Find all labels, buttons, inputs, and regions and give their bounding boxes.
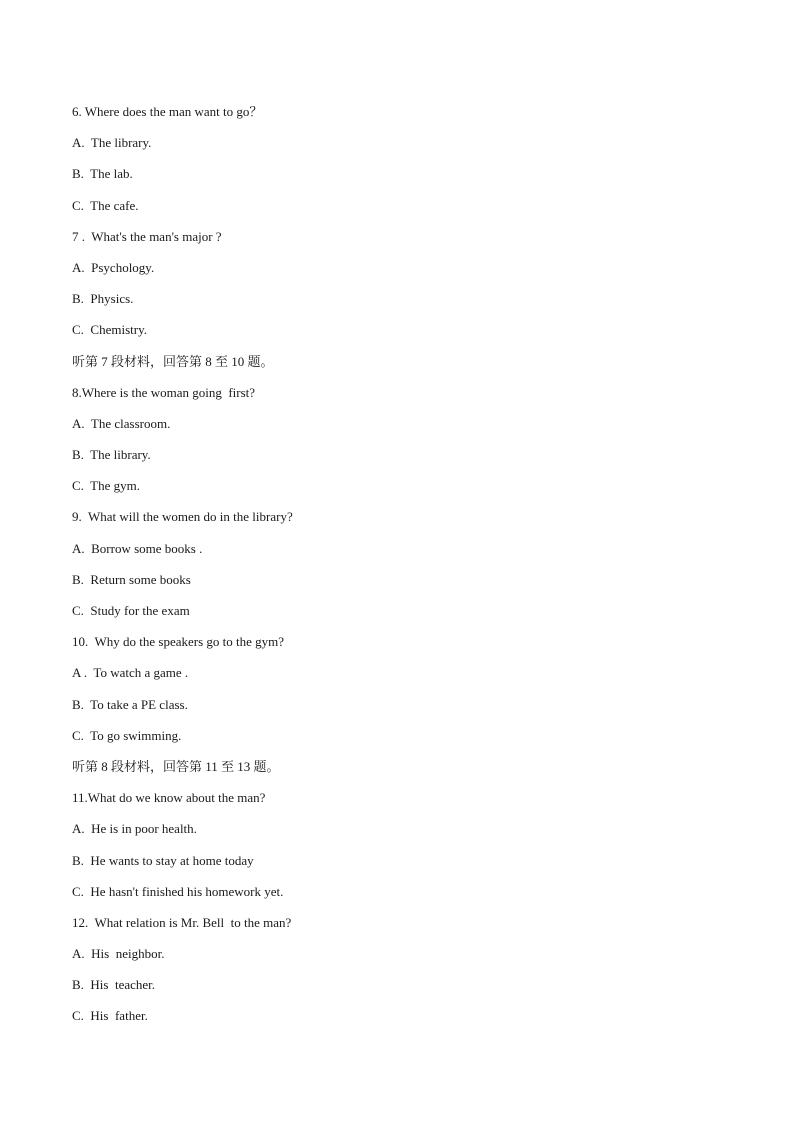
- question-9-option-c: C. Study for the exam: [72, 603, 190, 618]
- question-7-option-b: B. Physics.: [72, 291, 134, 307]
- question-12-option-c: C. His father.: [72, 1008, 148, 1024]
- question-10-option-b: B. To take a PE class.: [72, 696, 188, 712]
- question-10: 10. Why do the speakers go to the gym?: [72, 634, 285, 650]
- document-page: [72, 102, 722, 1038]
- question-10-option-c: C. To go swimming.: [72, 727, 182, 743]
- question-11-option-a: A. He is in poor health.: [72, 821, 197, 837]
- question-8-option-c: C. The gym.: [72, 478, 141, 494]
- question-12-option-a: A. His neighbor.: [72, 946, 165, 962]
- question-7: 7 . What's the man's major ?: [72, 228, 222, 244]
- question-8: 8.Where is the woman going first?: [72, 384, 256, 400]
- question-8-option-a: A. The classroom.: [72, 415, 171, 431]
- question-8-option-b: B. The library.: [72, 447, 151, 463]
- question-6-option-a: A. The library.: [72, 135, 152, 151]
- question-12: 12. What relation is Mr. Bell to the man?: [72, 914, 292, 930]
- question-9-option-a: A. Borrow some books .: [72, 540, 203, 556]
- question-9-option-b: B. Return some books: [72, 571, 191, 587]
- section-instruction-8: 听第 8 段材料，回答第 11 至 13 题。: [72, 758, 280, 774]
- question-11-option-b: B. He wants to stay at home today: [72, 852, 254, 868]
- question-9: 9. What will the women do in the library?: [72, 509, 293, 525]
- section-instruction-7: 听第 7 段材料，回答第 8 至 10 题。: [72, 353, 274, 369]
- question-7-option-a: A. Psychology.: [72, 259, 155, 275]
- question-6: 6. Where does the man want to go？: [72, 104, 263, 119]
- question-7-option-c: C. Chemistry.: [72, 322, 147, 338]
- question-6-option-c: C. The cafe.: [72, 197, 139, 213]
- question-10-option-a: A . To watch a game .: [72, 665, 189, 681]
- question-12-option-b: B. His teacher.: [72, 977, 156, 993]
- question-11: 11.What do we know about the man?: [72, 790, 266, 806]
- question-6-option-b: B. The lab.: [72, 166, 133, 182]
- question-11-option-c: C. He hasn't finished his homework yet.: [72, 883, 284, 899]
